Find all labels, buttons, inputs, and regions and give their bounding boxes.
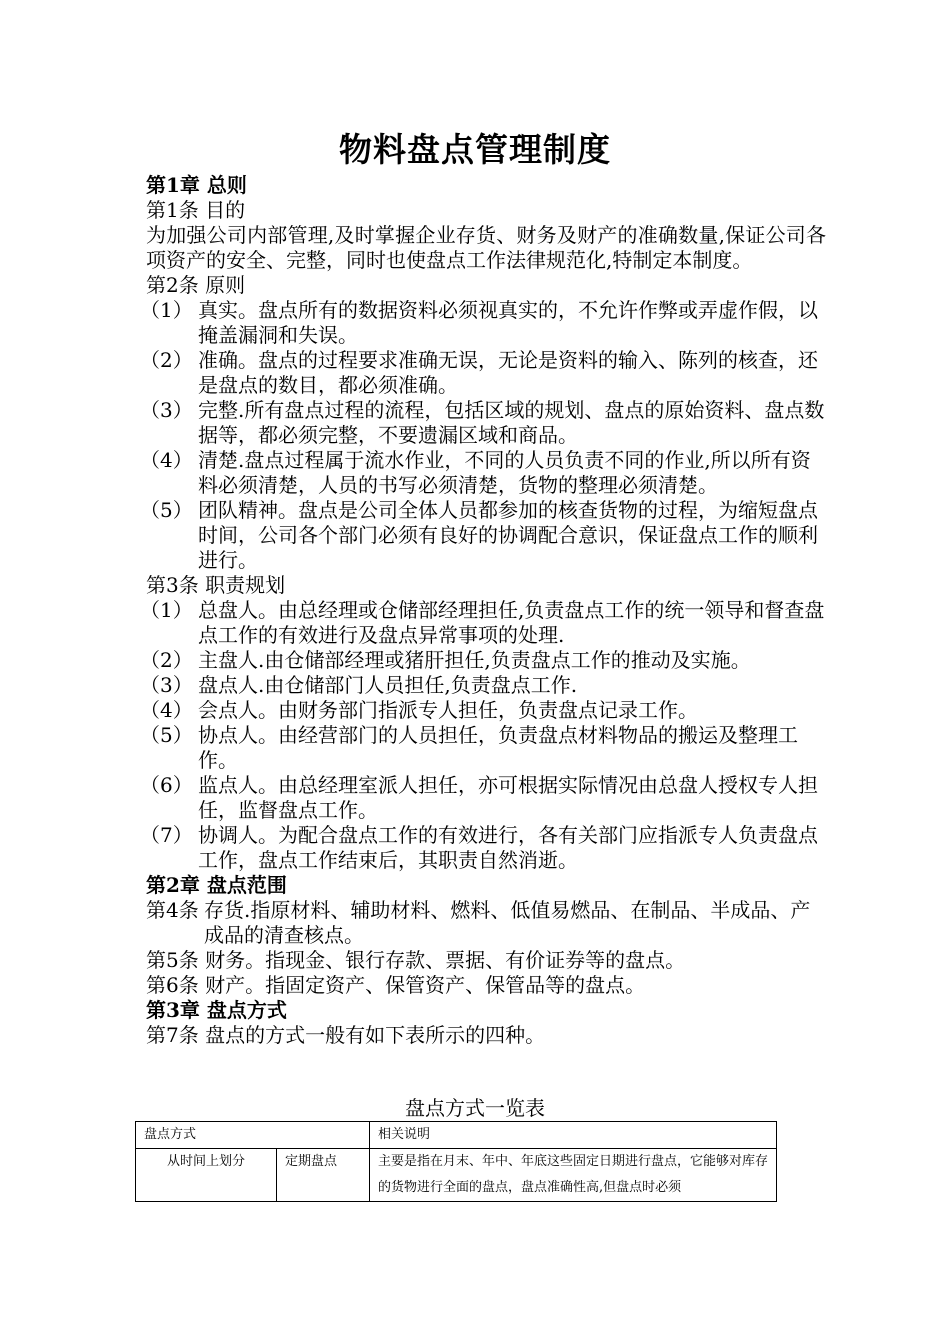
list-item-number: （4） bbox=[140, 698, 193, 722]
list-item-text: 监点人。由总经理室派人担任，亦可根据实际情况由总盘人授权专人担任，监督盘点工作。 bbox=[198, 773, 818, 822]
list-item bbox=[140, 498, 826, 573]
list-item bbox=[140, 648, 826, 673]
list-item bbox=[140, 673, 826, 698]
list-item-text: 团队精神。盘点是公司全体人员都参加的核查货物的过程，为缩短盘点时间，公司各个部门必须有良好的协调配合意识，保证盘点工作的顺利进行。 bbox=[198, 498, 818, 572]
list-item bbox=[140, 448, 826, 498]
list-item bbox=[140, 348, 826, 398]
list-item bbox=[140, 698, 826, 723]
table-cell: 定期盘点 bbox=[277, 1149, 370, 1202]
chapter-heading: 第2章 盘点范围 bbox=[146, 873, 287, 897]
table-row bbox=[136, 1149, 777, 1202]
list-item-text: 盘点人.由仓储部门人员担任,负责盘点工作. bbox=[198, 673, 578, 697]
article-line: 第1条 目的 bbox=[146, 198, 246, 222]
document-title: 物料盘点管理制度 bbox=[339, 130, 611, 169]
list-item bbox=[140, 598, 826, 648]
list-item-number: （3） bbox=[140, 398, 193, 422]
article-line: 第5条 财务。指现金、银行存款、票据、有价证券等的盘点。 bbox=[146, 948, 686, 972]
chapter-heading: 第1章 总则 bbox=[146, 173, 247, 197]
list-item-number: （3） bbox=[140, 673, 193, 697]
table-header-row bbox=[136, 1122, 777, 1149]
table-caption: 盘点方式一览表 bbox=[405, 1096, 545, 1120]
list-item bbox=[140, 773, 826, 823]
list-item-text: 协点人。由经营部门的人员担任，负责盘点材料物品的搬运及整理工作。 bbox=[198, 723, 798, 772]
list-item bbox=[140, 398, 826, 448]
list-item-number: （4） bbox=[140, 448, 193, 472]
chapter-heading: 第3章 盘点方式 bbox=[146, 998, 287, 1022]
list-item-text: 真实。盘点所有的数据资料必须视真实的，不允许作弊或弄虚作假，以掩盖漏洞和失误。 bbox=[198, 298, 818, 347]
list-item-number: （1） bbox=[140, 598, 193, 622]
list-item-text: 清楚.盘点过程属于流水作业，不同的人员负责不同的作业,所以所有资料必须清楚，人员的书写必须清楚，货物的整理必须清楚。 bbox=[198, 448, 811, 497]
list-item-number: （2） bbox=[140, 348, 193, 372]
list-item-text: 协调人。为配合盘点工作的有效进行，各有关部门应指派专人负责盘点工作，盘点工作结束后，其职责自然消逝。 bbox=[198, 823, 818, 872]
table-header-cell: 盘点方式 bbox=[136, 1122, 370, 1149]
list-item-number: （1） bbox=[140, 298, 193, 322]
article-line: 第7条 盘点的方式一般有如下表所示的四种。 bbox=[146, 1023, 546, 1047]
article-line: 第6条 财产。指固定资产、保管资产、保管品等的盘点。 bbox=[146, 973, 646, 997]
document-body bbox=[140, 173, 826, 1048]
list-item-number: 第4条 bbox=[146, 898, 199, 922]
list-item-text: 总盘人。由总经理或仓储部经理担任,负责盘点工作的统一领导和督查盘点工作的有效进行及盘点异常事项的处理. bbox=[198, 598, 825, 647]
list-item-number: （6） bbox=[140, 773, 193, 797]
list-item-text: 存货.指原材料、辅助材料、燃料、低值易燃品、在制品、半成品、产成品的清查核点。 bbox=[204, 898, 811, 947]
list-item-number: （7） bbox=[140, 823, 193, 847]
list-item-number: （2） bbox=[140, 648, 193, 672]
paragraph: 为加强公司内部管理,及时掌握企业存货、财务及财产的准确数量,保证公司各项资产的安全、完整，同时也使盘点工作法律规范化,特制定本制度。 bbox=[146, 223, 826, 272]
article-line: 第2条 原则 bbox=[146, 273, 246, 297]
table-header-cell: 相关说明 bbox=[370, 1122, 777, 1149]
article-line: 第3条 职责规划 bbox=[146, 573, 286, 597]
list-item-number: （5） bbox=[140, 723, 193, 747]
method-table bbox=[135, 1121, 777, 1202]
list-item-text: 完整.所有盘点过程的流程，包括区域的规划、盘点的原始资料、盘点数据等，都必须完整，不要遗漏区域和商品。 bbox=[198, 398, 825, 447]
list-item-text: 主盘人.由仓储部经理或猪肝担任,负责盘点工作的推动及实施。 bbox=[198, 648, 751, 672]
list-item bbox=[146, 898, 826, 948]
list-item-number: （5） bbox=[140, 498, 193, 522]
list-item bbox=[140, 823, 826, 873]
list-item-text: 准确。盘点的过程要求准确无误，无论是资料的输入、陈列的核查，还是盘点的数目，都必须准确。 bbox=[198, 348, 818, 397]
table-cell: 主要是指在月末、年中、年底这些固定日期进行盘点，它能够对库存的货物进行全面的盘点，盘点准确性高,但盘点时必须 bbox=[370, 1149, 777, 1202]
list-item-text: 会点人。由财务部门指派专人担任，负责盘点记录工作。 bbox=[198, 698, 698, 722]
table-cell: 从时间上划分 bbox=[136, 1149, 277, 1202]
list-item bbox=[140, 298, 826, 348]
list-item bbox=[140, 723, 826, 773]
